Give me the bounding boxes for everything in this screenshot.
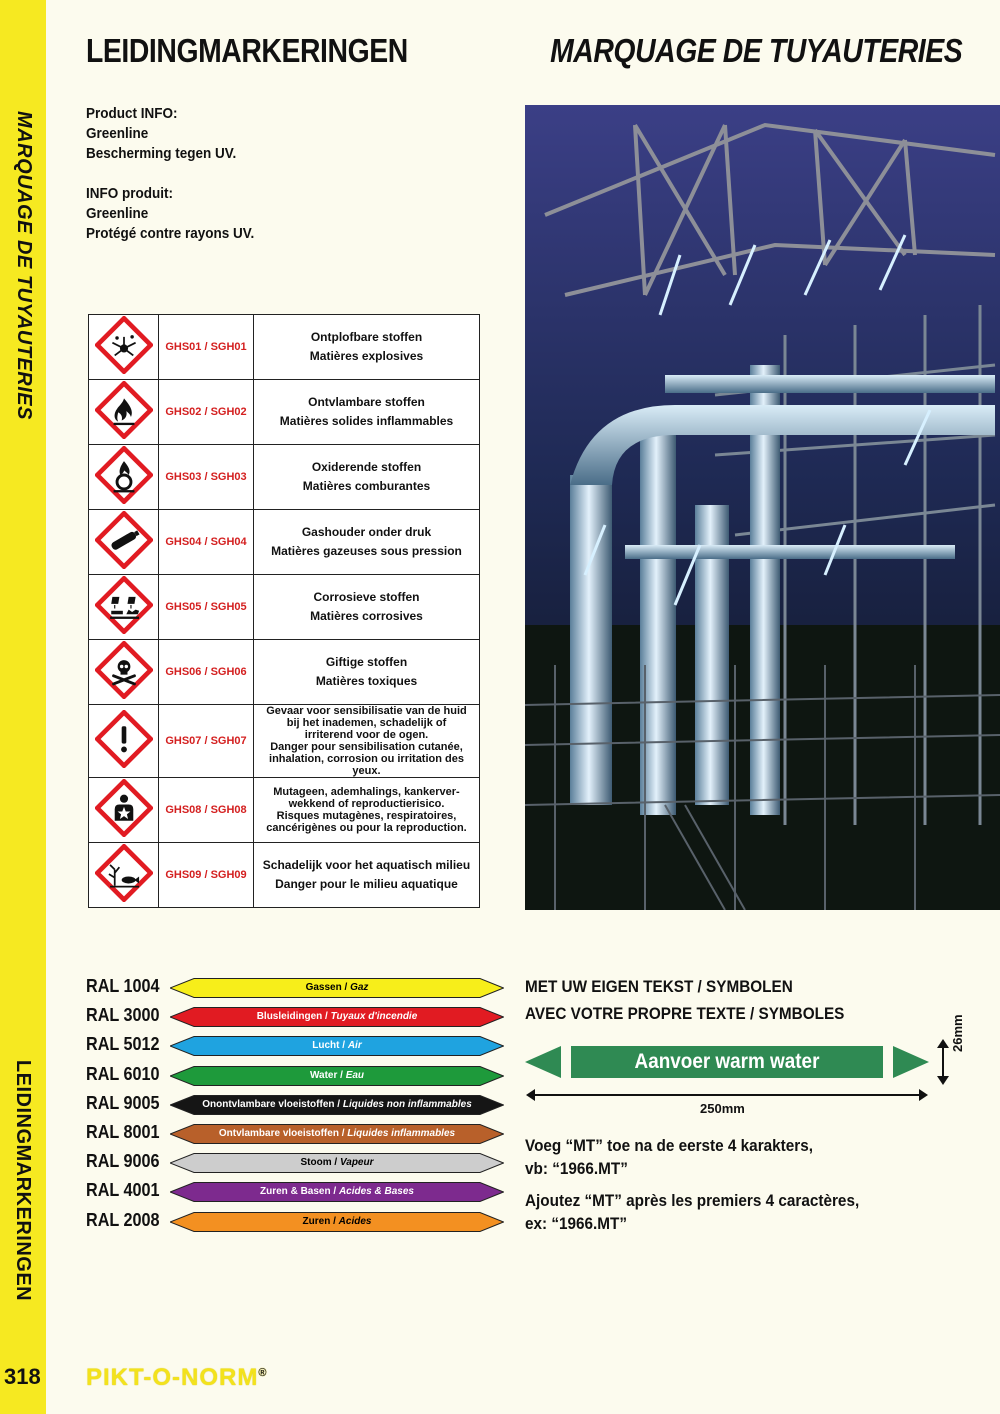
ghs-code: GHS07 / SGH07 bbox=[159, 705, 254, 778]
ral-code-label: RAL 8001 bbox=[86, 1122, 160, 1142]
note-nl-line1: Voeg “MT” toe na de eerste 4 karakters, bbox=[525, 1136, 813, 1155]
pipe-marker bbox=[170, 1095, 504, 1115]
industrial-pipes-photo bbox=[525, 105, 1000, 910]
table-row bbox=[89, 445, 480, 510]
ghs-description-line: Giftige stoffen bbox=[325, 655, 408, 669]
ghs-description bbox=[254, 445, 480, 510]
pipe-marker-separator: / bbox=[339, 1040, 348, 1052]
ral-code-label: RAL 9005 bbox=[86, 1092, 160, 1113]
pipe-marker-text-fr: Liquides inflammables bbox=[347, 1128, 456, 1139]
ghs-description-line: Matières gazeuses sous pression bbox=[271, 544, 462, 558]
sidebar-bottom-label: LEIDINGMARKERINGEN bbox=[12, 1059, 35, 1301]
pipe-marker-text-fr: Eau bbox=[345, 1069, 365, 1081]
ghs-code: GHS02 / SGH02 bbox=[159, 380, 254, 445]
ghs-description bbox=[254, 510, 480, 575]
ghs-description-line: Danger pour le milieu aquatique bbox=[275, 877, 458, 891]
ghs-description-line: Matières toxiques bbox=[315, 674, 418, 688]
pipe-marker-text-fr: Air bbox=[347, 1040, 362, 1052]
note-fr-line2: ex: “1966.MT” bbox=[525, 1214, 628, 1233]
product-info-nl: Product INFO: Greenline Bescherming tegen UV. bbox=[86, 105, 237, 162]
pipe-marker-separator: / bbox=[330, 1186, 339, 1198]
ghs-description bbox=[254, 380, 480, 445]
ghs-description-line: Gevaar voor sensibilisatie van de huid bbox=[266, 705, 467, 717]
ghs-description-line: cancérigènes ou pour la reproduction. bbox=[266, 822, 467, 834]
width-label: 250mm bbox=[700, 1101, 745, 1116]
ghs-pictogram-cell bbox=[89, 778, 159, 843]
ghs-code: GHS09 / SGH09 bbox=[159, 843, 254, 908]
ral-code-label: RAL 5012 bbox=[86, 1034, 160, 1055]
pipe-marker-separator: / bbox=[330, 1215, 339, 1227]
height-dimension-arrow bbox=[936, 1038, 950, 1086]
ghs-description bbox=[254, 778, 480, 843]
ghs-description-line: Matières solides inflammables bbox=[279, 414, 454, 428]
pipe-marker-text-nl: Lucht bbox=[312, 1040, 340, 1052]
ghs-pictogram-cell bbox=[89, 510, 159, 575]
page-title-nl: LEIDINGMARKERINGEN bbox=[86, 32, 408, 69]
pipe-marker-separator: / bbox=[331, 1157, 340, 1169]
ral-code-label: RAL 9006 bbox=[86, 1151, 160, 1172]
pipe-marker-text-fr: Liquides non inflammables bbox=[342, 1098, 472, 1110]
ghs-pictogram-cell bbox=[89, 315, 159, 380]
pipe-marker-text-fr: Acides & Bases bbox=[338, 1186, 414, 1198]
custom-text-heading-nl: MET UW EIGEN TEKST / SYMBOLEN bbox=[525, 977, 793, 996]
table-row bbox=[89, 640, 480, 705]
note-fr-line1: Ajoutez “MT” après les premiers 4 caractères, bbox=[525, 1191, 860, 1210]
ral-code-label: RAL 1004 bbox=[86, 976, 160, 996]
skull-crossbones-icon bbox=[95, 641, 153, 699]
pipe-marker-separator: / bbox=[334, 1098, 343, 1110]
table-row bbox=[89, 843, 480, 908]
ghs-code: GHS03 / SGH03 bbox=[159, 445, 254, 510]
ghs-description-line: Ontplofbare stoffen bbox=[310, 330, 423, 344]
custom-pipe-marker-sample bbox=[525, 1044, 929, 1080]
pipe-marker bbox=[170, 1182, 504, 1202]
table-row bbox=[89, 778, 480, 843]
ghs-description bbox=[254, 640, 480, 705]
ghs-code: GHS08 / SGH08 bbox=[159, 778, 254, 843]
pipe-marker-text-nl: Onontvlambare vloeistoffen bbox=[202, 1098, 335, 1110]
pipe-marker-separator: / bbox=[341, 982, 351, 993]
pipe-marker bbox=[170, 1007, 504, 1027]
pipe-marker-text-fr: Acides bbox=[338, 1215, 372, 1227]
ghs-description-line: irriterend voor de ogen. bbox=[304, 729, 429, 741]
pipe-marker-text-fr: Tuyaux d'incendie bbox=[330, 1011, 418, 1023]
ghs-description-line: Risques mutagènes, respiratoires, bbox=[276, 810, 457, 822]
ghs-description bbox=[254, 315, 480, 380]
ghs-description-line: Schadelijk voor het aquatisch milieu bbox=[262, 858, 471, 872]
ghs-description-line: Matières comburantes bbox=[302, 479, 431, 493]
pipe-marker-text bbox=[170, 1007, 504, 1027]
ghs-code: GHS06 / SGH06 bbox=[159, 640, 254, 705]
ghs-pictogram-cell bbox=[89, 445, 159, 510]
ghs-description bbox=[254, 843, 480, 908]
environment-icon bbox=[95, 844, 153, 902]
ghs-code: GHS04 / SGH04 bbox=[159, 510, 254, 575]
table-row bbox=[89, 315, 480, 380]
explosive-icon bbox=[95, 316, 153, 374]
pipe-marker-text-nl: Water bbox=[309, 1069, 338, 1081]
pipe-marker bbox=[170, 1066, 504, 1086]
ghs-description-line: Oxiderende stoffen bbox=[311, 460, 422, 474]
table-row bbox=[89, 705, 480, 778]
ghs-code: GHS01 / SGH01 bbox=[159, 315, 254, 380]
pipe-marker-text bbox=[170, 1212, 504, 1232]
gas-cylinder-icon bbox=[95, 511, 153, 569]
pipe-marker-text-fr: Gaz bbox=[350, 982, 369, 993]
ral-code-label: RAL 6010 bbox=[86, 1063, 160, 1084]
table-row bbox=[89, 380, 480, 445]
corrosion-icon bbox=[95, 576, 153, 634]
custom-text-heading-fr: AVEC VOTRE PROPRE TEXTE / SYMBOLES bbox=[525, 1004, 845, 1023]
marker-arrow-right bbox=[893, 1046, 929, 1078]
pipe-marker-text-nl: Gassen bbox=[305, 982, 342, 993]
ghs-pictogram-cell bbox=[89, 575, 159, 640]
pipe-marker-text-nl: Stoom bbox=[300, 1157, 332, 1169]
ral-code-label: RAL 2008 bbox=[86, 1209, 160, 1230]
ghs-description-line: Matières explosives bbox=[309, 349, 424, 363]
pipe-marker bbox=[170, 1153, 504, 1173]
marker-sample-text: Aanvoer warm water bbox=[634, 1050, 820, 1073]
product-info-fr: INFO produit: Greenline Protégé contre rayons UV. bbox=[86, 185, 255, 242]
ral-code-label: RAL 3000 bbox=[86, 1005, 160, 1026]
table-row bbox=[89, 575, 480, 640]
ghs-description-line: bij het inademen, schadelijk of bbox=[286, 717, 447, 729]
pipe-marker-text bbox=[170, 978, 504, 998]
pipe-marker-text bbox=[170, 1036, 504, 1056]
pipe-marker bbox=[170, 1212, 504, 1232]
ghs-pictogram-cell bbox=[89, 843, 159, 908]
ghs-description bbox=[254, 575, 480, 640]
ghs-hazard-table bbox=[88, 314, 480, 908]
ral-code-label: RAL 4001 bbox=[86, 1180, 160, 1201]
pipe-marker-text bbox=[170, 1066, 504, 1086]
pipe-marker-text-fr: Vapeur bbox=[339, 1157, 374, 1169]
pipe-marker-separator: / bbox=[337, 1069, 346, 1081]
pipe-marker-text bbox=[170, 1095, 504, 1115]
pipe-marker-text bbox=[170, 1124, 504, 1144]
ghs-description bbox=[254, 705, 480, 778]
sidebar-top-label: MARQUAGE DE TUYAUTERIES bbox=[12, 110, 35, 420]
flame-icon bbox=[95, 381, 153, 439]
note-nl-line2: vb: “1966.MT” bbox=[525, 1159, 628, 1178]
marker-arrow-left bbox=[525, 1046, 561, 1078]
ghs-description-line: Mutageen, ademhalings, kankerver- bbox=[273, 786, 460, 798]
width-dimension-arrow bbox=[525, 1088, 929, 1102]
ghs-pictogram-cell bbox=[89, 380, 159, 445]
ghs-description-line: Corrosieve stoffen bbox=[313, 590, 420, 604]
exclamation-mark-icon bbox=[95, 710, 153, 768]
ghs-description-line: Gashouder onder druk bbox=[301, 525, 432, 539]
height-label: 26mm bbox=[950, 1014, 965, 1052]
page-title-fr: MARQUAGE DE TUYAUTERIES bbox=[549, 32, 962, 69]
pipe-marker bbox=[170, 978, 504, 998]
brand-logo: PIKT-O-NORM® bbox=[86, 1364, 268, 1391]
pipe-marker-separator: / bbox=[322, 1011, 331, 1023]
flame-over-circle-icon bbox=[95, 446, 153, 504]
page-number: 318 bbox=[4, 1364, 41, 1389]
pipe-marker-text bbox=[170, 1153, 504, 1173]
health-hazard-icon bbox=[95, 779, 153, 837]
pipe-marker-text-nl: Ontvlambare vloeistoffen bbox=[218, 1128, 339, 1139]
ghs-pictogram-cell bbox=[89, 705, 159, 778]
ghs-description-line: Matières corrosives bbox=[310, 609, 423, 623]
ghs-pictogram-cell bbox=[89, 640, 159, 705]
ghs-description-line: inhalation, corrosion ou irritation des yeux. bbox=[269, 753, 464, 777]
ghs-description-line: Ontvlambare stoffen bbox=[308, 395, 425, 409]
pipe-marker-text-nl: Zuren bbox=[302, 1215, 331, 1227]
pipe-marker-text-nl: Blusleidingen bbox=[256, 1011, 323, 1023]
ghs-description-line: Danger pour sensibilisation cutanée, bbox=[270, 741, 463, 753]
pipe-marker bbox=[170, 1124, 504, 1144]
pipe-marker-text-nl: Zuren & Basen bbox=[260, 1186, 331, 1198]
pipe-marker bbox=[170, 1036, 504, 1056]
table-row bbox=[89, 510, 480, 575]
ghs-description-line: wekkend of reproductierisico. bbox=[288, 798, 445, 810]
ghs-code: GHS05 / SGH05 bbox=[159, 575, 254, 640]
pipe-marker-separator: / bbox=[338, 1128, 348, 1139]
pipe-marker-text bbox=[170, 1182, 504, 1202]
